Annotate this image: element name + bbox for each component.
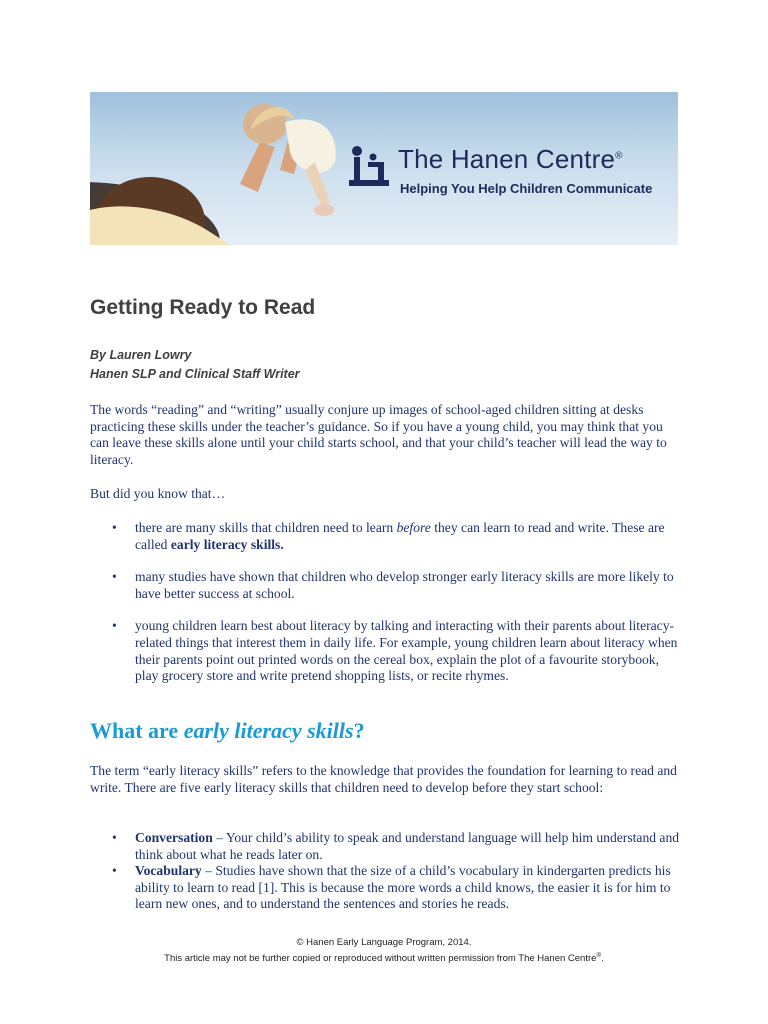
list-item: • Vocabulary – Studies have shown that the size of a child’s vocabulary in kindergarten predicts his ability to learn to read [1]. This is because the more words a child knows, the easier it is for him to learn new ones, and to understand the sentences and stories he reads. <box>90 863 680 913</box>
author-name: By Lauren Lowry <box>90 348 192 362</box>
did-you-know-list <box>90 520 680 685</box>
brand-tagline: Helping You Help Children Communicate <box>400 181 653 196</box>
footer-notice: This article may not be further copied or reproduced without written permission from The Hanen Centre®. <box>164 952 604 965</box>
page-title: Getting Ready to Read <box>90 296 316 319</box>
skill-name: Conversation <box>135 830 213 845</box>
section-intro: The term “early literacy skills” refers to the knowledge that provides the foundation for learning to read and write. There are five early literacy skills that children need to develop before they start school: <box>90 763 677 795</box>
brand-name: The Hanen Centre® <box>398 144 623 174</box>
skill-name: Vocabulary <box>135 863 202 879</box>
list-item: • Conversation – Your child’s ability to speak and understand language will help him understand and think about what he reads later on. <box>90 830 680 863</box>
footer-copyright: © Hanen Early Language Program, 2014. <box>296 937 472 948</box>
author-role: Hanen SLP and Clinical Staff Writer <box>90 367 300 381</box>
list-item: • young children learn best about literacy by talking and interacting with their parents about literacy-related things that interest them in daily life. For example, young children learn about literacy when their parents point out printed words on the cereal box, explain the plot of a favourite storybook, play grocery store and write pretend shopping lists, or recite rhymes. <box>90 618 680 684</box>
section-heading: What are early literacy skills? <box>90 718 365 743</box>
byline <box>90 346 300 384</box>
list-item: • there are many skills that children need to learn before they can learn to read and write. These are called early literacy skills. <box>90 520 680 553</box>
keyword-early-literacy: early literacy skills. <box>170 536 284 552</box>
brand-block <box>346 144 666 204</box>
skills-list <box>90 830 680 913</box>
footer <box>0 936 768 965</box>
intro-paragraph: The words “reading” and “writing” usually conjure up images of school-aged children sitting at desks practicing these skills under the teacher’s guidance. So if you have a young child, you may think that you can leave these skills alone until your child starts school, and that your child’s teacher will lead the way to literacy. <box>90 402 667 467</box>
lead-in: But did you know that… <box>90 486 226 501</box>
list-item: • many studies have shown that children who develop stronger early literacy skills are more likely to have better success at school. <box>90 569 680 602</box>
hanen-logo-icon <box>346 144 390 192</box>
header-banner <box>90 92 678 245</box>
